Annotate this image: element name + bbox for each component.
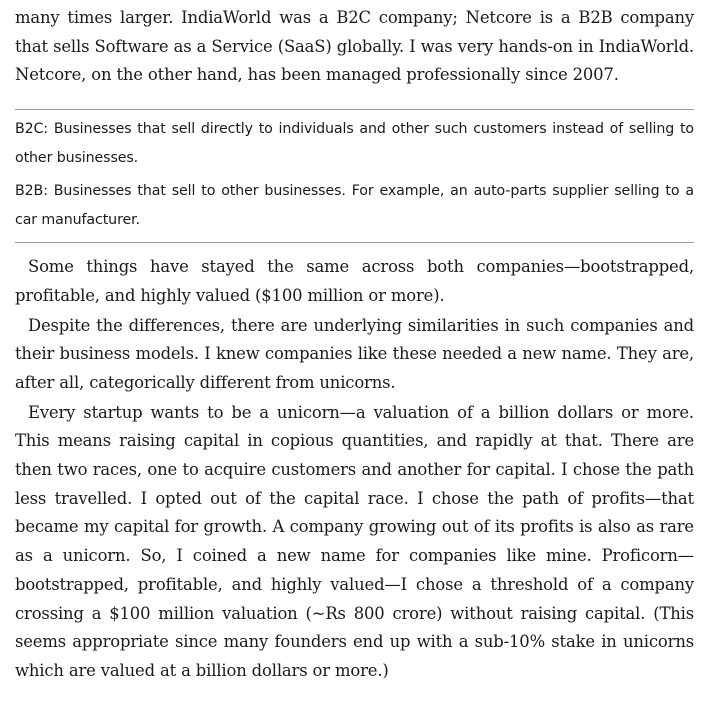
definition-b2c: B2C: Businesses that sell directly to individuals and other such customers instead of selling to other businesses. (15, 121, 694, 167)
body-paragraph-2: Despite the differences, there are underlying similarities in such companies and their business models. I knew companies like these needed a new name. They are, after all, categorically different from unicorns. (15, 315, 694, 392)
body-paragraph-1: Some things have stayed the same across both companies—bootstrapped, profitable, and highly valued ($100 million or more). (15, 257, 694, 305)
definitions-box (15, 109, 694, 243)
body-section (15, 253, 694, 686)
definition-b2b: B2B: Businesses that sell to other businesses. For example, an auto-parts supplier selling to a car manufacturer. (15, 183, 694, 229)
intro-paragraph: many times larger. IndiaWorld was a B2C company; Netcore is a B2B company that sells Software as a Service (SaaS) globally. I was very hands-on in IndiaWorld. Netcore, on the other hand, has been managed professionally since 2007. (15, 8, 694, 85)
intro-section (15, 4, 694, 90)
body-paragraph-3: Every startup wants to be a unicorn—a valuation of a billion dollars or more. This means raising capital in copious quantities, and rapidly at that. There are then two races, one to acquire customers and another for capital. I chose the path less travelled. I opted out of the capital race. I chose the path of profits—that became my capital for growth. A company growing out of its profits is also as rare as a unicorn. So, I coined a new name for companies like mine. Proficorn—bootstrapped, profitable, and highly valued—I chose a threshold of a company crossing a $100 million valuation (~Rs 800 crore) without raising capital. (This seems appropriate since many founders end up with a sub-10% stake in unicorns which are valued at a billion dollars or more.) (15, 402, 694, 680)
document-page (15, 4, 694, 686)
